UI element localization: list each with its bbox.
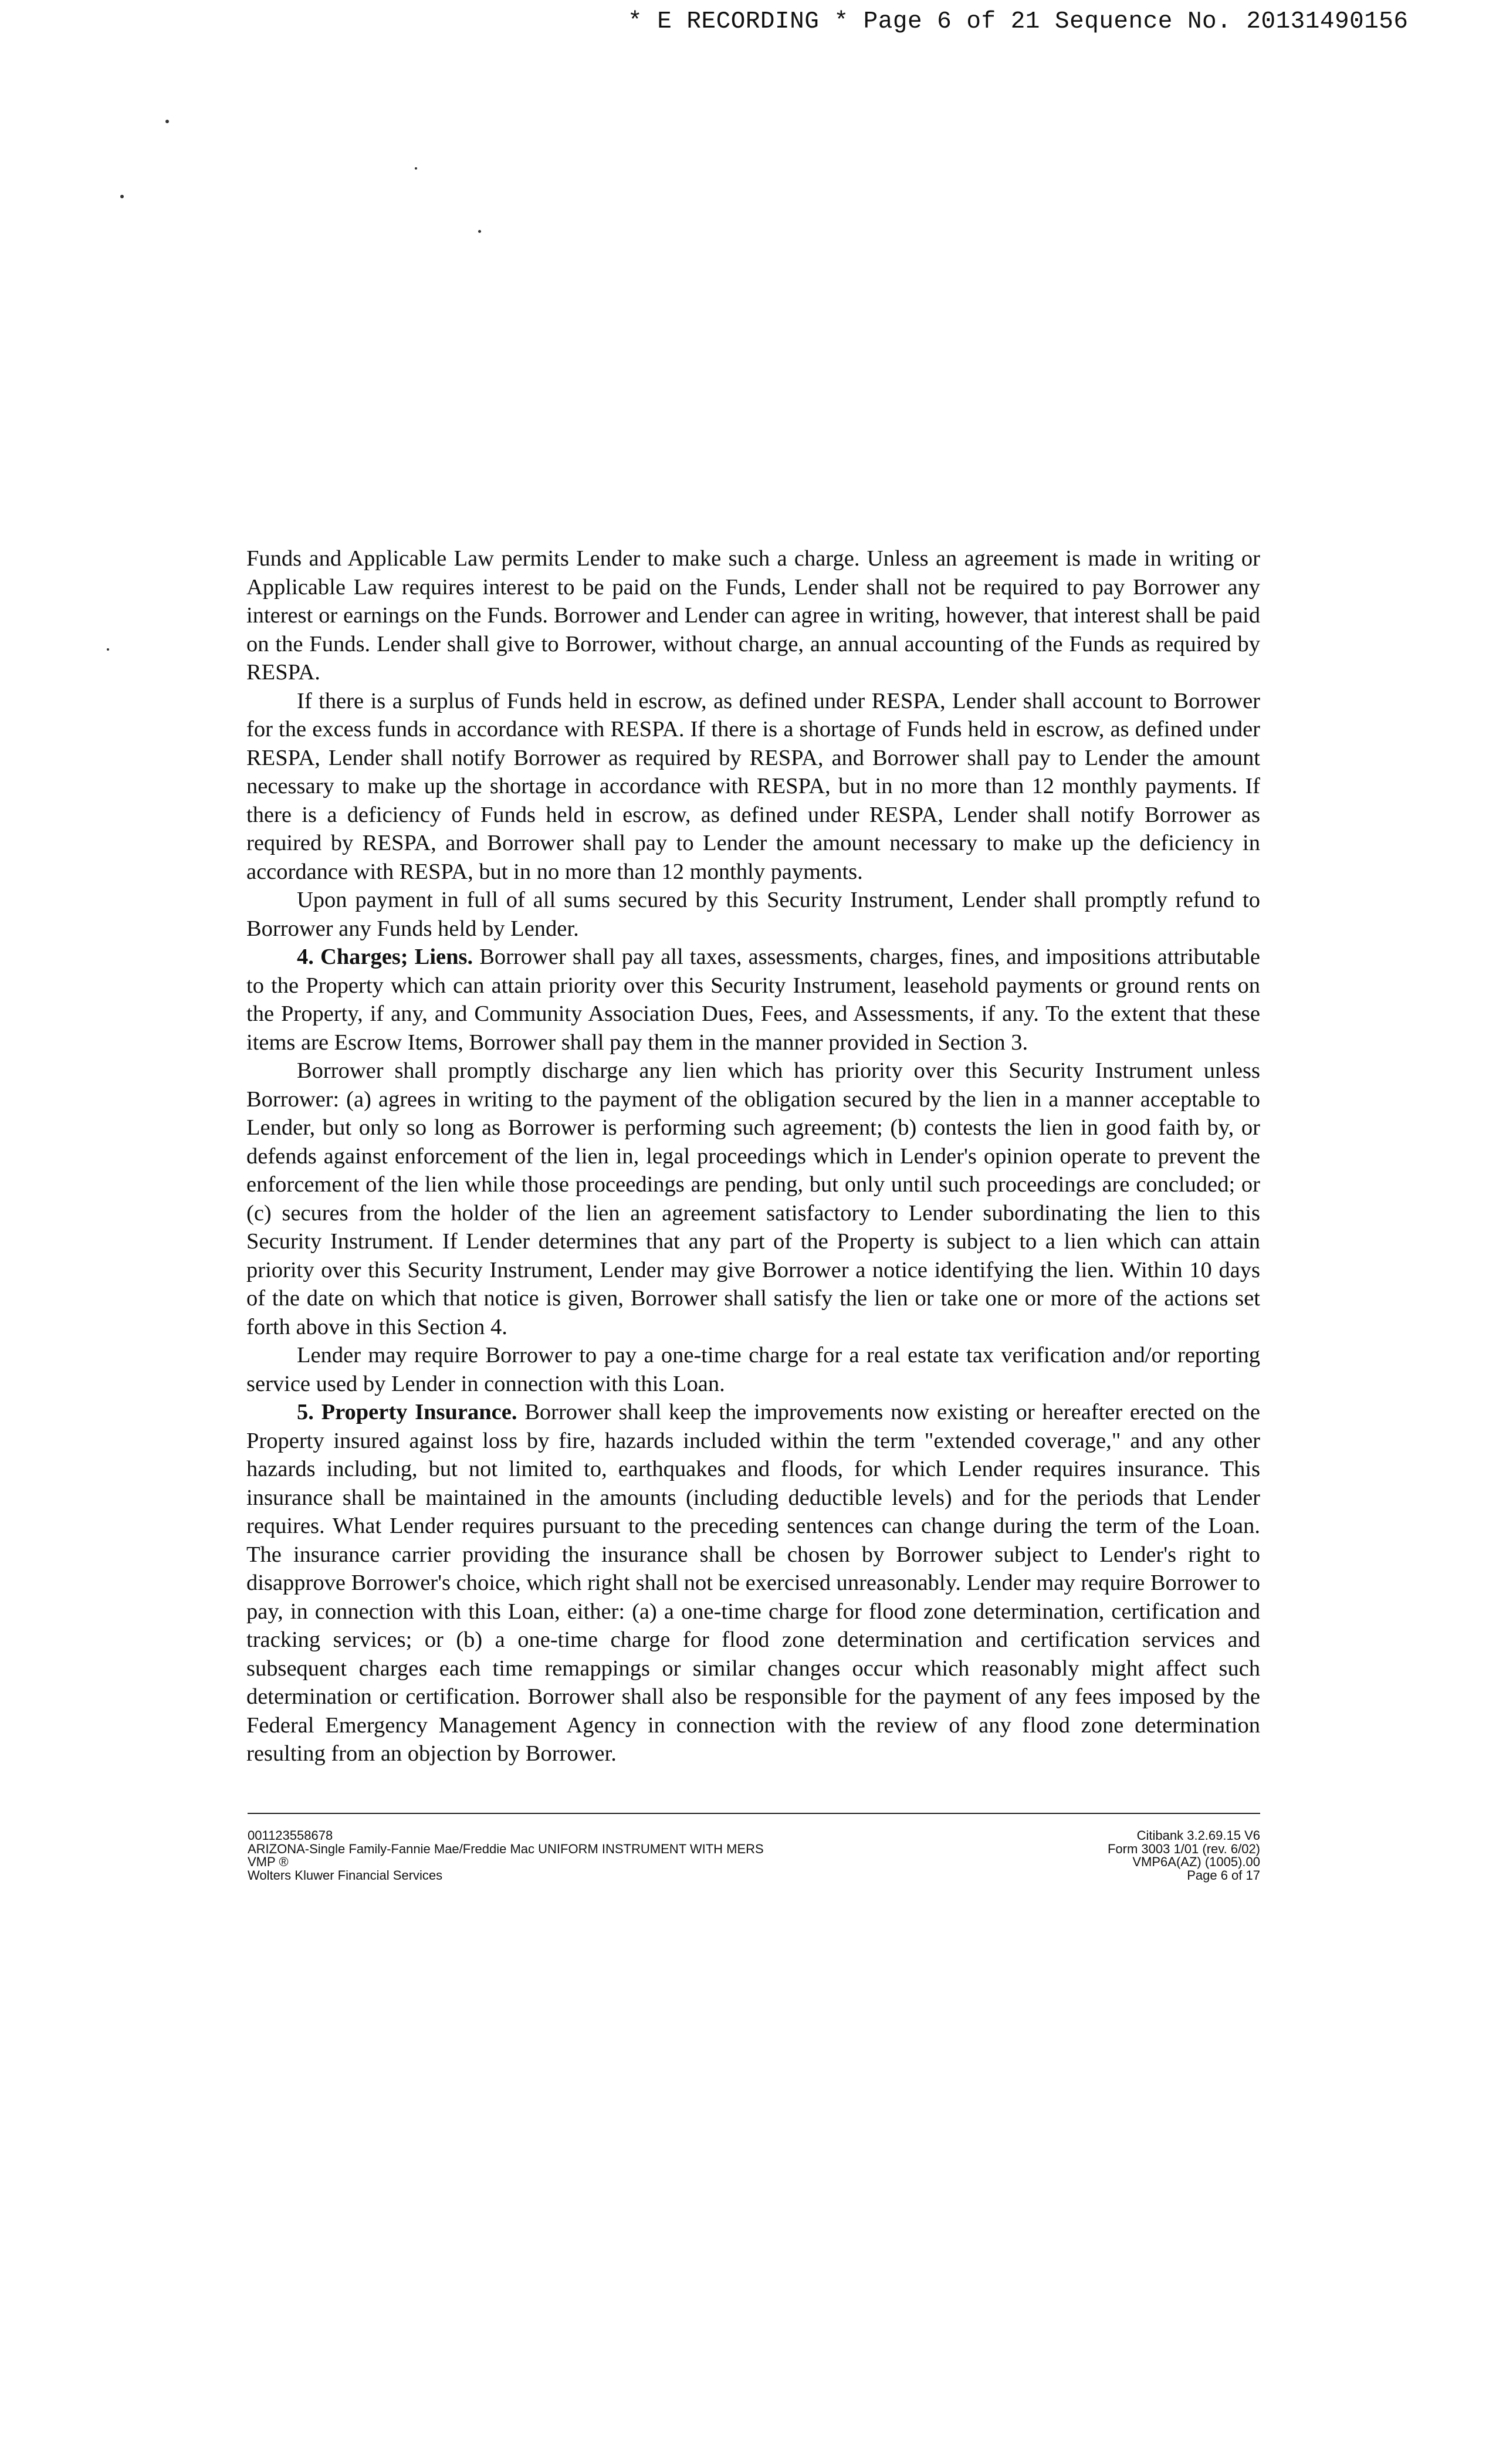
scan-speck (165, 120, 169, 123)
loan-number: 001123558678 (248, 1828, 333, 1843)
document-body (246, 544, 1260, 1768)
recording-header: * E RECORDING * Page 6 of 21 Sequence No. 20131490156 (628, 8, 1409, 35)
form-description: ARIZONA-Single Family-Fannie Mae/Freddie Mac UNIFORM INSTRUMENT WITH MERS (248, 1841, 764, 1856)
paragraph-tax-verification: Lender may require Borrower to pay a one-time charge for a real estate tax verification and/or reporting service used by Lender in connection with this Loan. (246, 1343, 1260, 1396)
scan-speck (107, 648, 109, 651)
paragraph-discharge-lien: Borrower shall promptly discharge any lien which has priority over this Security Instrument unless Borrower: (a) agrees in writing to the payment of the obligation secured by the lien in a manner acceptable to Lender, but only so long as Borrower is performing such agreement; (b) contests the lien in good faith by, or defends against enforcement of the lien in, legal proceedings which in Lender's opinion operate to prevent the enforcement of the lien while those proceedings are pending, but only until such proceedings are concluded; or (c) secures from the holder of the lien an agreement satisfactory to Lender subordinating the lien to this Security Instrument. If Lender determines that any part of the Property is subject to a lien which can attain priority over this Security Instrument, Lender may give Borrower a notice identifying the lien. Within 10 days of the date on which that notice is given, Borrower shall satisfy the lien or take one or more of the actions set forth above in this Section 4. (246, 1058, 1260, 1339)
section-5-property-insurance: 5. Property Insurance. Borrower shall keep the improvements now existing or hereafter erected on the Property insured against loss by fire, hazards included within the term "extended coverage," and any other hazards including, but not limited to, earthquakes and floods, for which Lender requires insurance. This insurance shall be maintained in the amounts (including deductible levels) and for the periods that Lender requires. What Lender requires pursuant to the preceding sentences can change during the term of the Loan. The insurance carrier providing the insurance shall be chosen by Borrower subject to Lender's right to disapprove Borrower's choice, which right shall not be exercised unreasonably. Lender may require Borrower to pay, in connection with this Loan, either: (a) a one-time charge for flood zone determination, certification and tracking services; or (b) a one-time charge for flood zone determination and certification services and subsequent charges each time remappings or similar changes occur which reasonably might affect such determination or certification. Borrower shall also be responsible for the payment of any fees imposed by the Federal Emergency Management Agency in connection with the review of any flood zone determination resulting from an objection by Borrower. (246, 1400, 1260, 1766)
section-title: Property Insurance. (321, 1400, 517, 1424)
form-number: Form 3003 1/01 (rev. 6/02) (1107, 1841, 1260, 1856)
publisher: Wolters Kluwer Financial Services (248, 1867, 443, 1883)
footer-divider (248, 1813, 1260, 1814)
vmp-mark: VMP ® (248, 1854, 289, 1869)
footer-right (908, 1829, 1260, 1882)
citibank-code: Citibank 3.2.69.15 V6 (1136, 1828, 1260, 1843)
scan-speck (120, 195, 124, 198)
footer-left (248, 1829, 893, 1882)
vmp-code: VMP6A(AZ) (1005).00 (1132, 1854, 1260, 1869)
paragraph-funds-interest: Funds and Applicable Law permits Lender to make such a charge. Unless an agreement is made in writing or Applicable Law requires interest to be paid on the Funds, Lender shall not be required to pay Borrower any interest or earnings on the Funds. Borrower and Lender can agree in writing, however, that interest shall be paid on the Funds. Lender shall give to Borrower, without charge, an annual accounting of the Funds as required by RESPA. (246, 546, 1260, 685)
section-title: Charges; Liens. (320, 945, 473, 969)
scan-speck (478, 230, 481, 233)
section-number: 5. (297, 1400, 314, 1424)
paragraph-escrow-surplus: If there is a surplus of Funds held in escrow, as defined under RESPA, Lender shall account to Borrower for the excess funds in accordance with RESPA. If there is a shortage of Funds held in escrow, as defined under RESPA, Lender shall notify Borrower as required by RESPA, and Borrower shall pay to Lender the amount necessary to make up the shortage in accordance with RESPA, but in no more than 12 monthly payments. If there is a deficiency of Funds held in escrow, as defined under RESPA, Lender shall notify Borrower as required by RESPA, and Borrower shall pay to Lender the amount necessary to make up the deficiency in accordance with RESPA, but in no more than 12 monthly payments. (246, 688, 1260, 884)
section-number: 4. (297, 945, 314, 969)
section-4-charges-liens: 4. Charges; Liens. Borrower shall pay all taxes, assessments, charges, fines, and impositions attributable to the Property which can attain priority over this Security Instrument, leasehold payments or ground rents on the Property, if any, and Community Association Dues, Fees, and Assessments, if any. To the extent that these items are Escrow Items, Borrower shall pay them in the manner provided in Section 3. (246, 945, 1261, 1055)
page-label: Page 6 of 17 (1187, 1867, 1260, 1883)
scan-speck (415, 167, 417, 170)
paragraph-refund: Upon payment in full of all sums secured by this Security Instrument, Lender shall promptly refund to Borrower any Funds held by Lender. (246, 888, 1260, 941)
